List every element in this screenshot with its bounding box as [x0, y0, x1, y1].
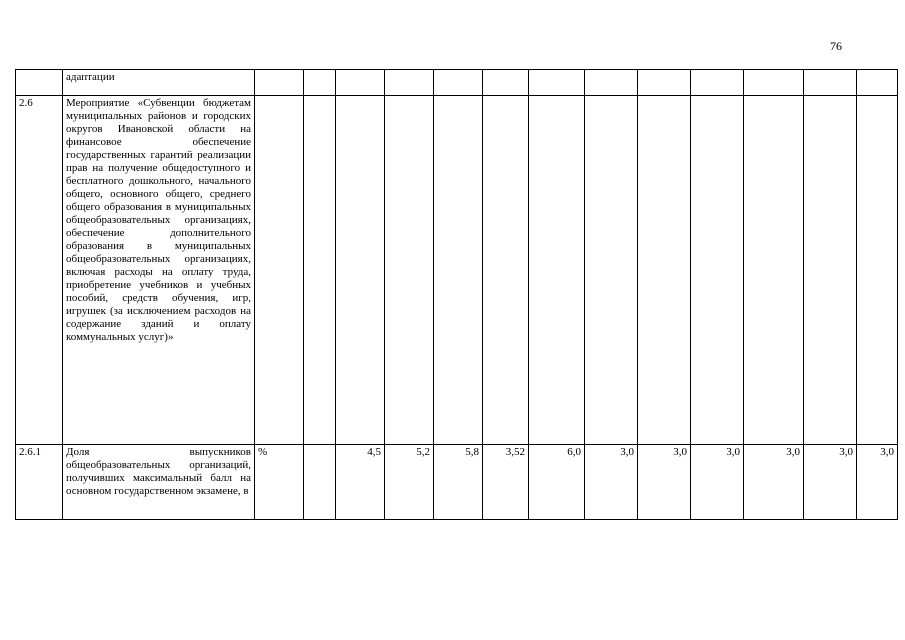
value-cell: [336, 96, 385, 445]
value-cell: [744, 96, 804, 445]
value-cell: [638, 96, 691, 445]
value-cell: [804, 96, 857, 445]
value-cell: 4,5: [336, 445, 385, 520]
table-row: [16, 96, 898, 445]
value-cell: [385, 70, 434, 96]
value-cell: [585, 70, 638, 96]
row-code: 2.6: [16, 96, 63, 445]
row-code: [16, 70, 63, 96]
value-cell: [336, 70, 385, 96]
value-cell: 3,0: [585, 445, 638, 520]
value-cell: [385, 96, 434, 445]
page-number: 76: [830, 39, 842, 53]
value-cell: 3,0: [638, 445, 691, 520]
value-cell: [529, 70, 585, 96]
value-cell: 5,2: [385, 445, 434, 520]
row-description: Доля выпускников общеобразовательных организаций, получивших максимальный балл на основном государственном экзамене, в: [63, 445, 255, 520]
value-cell: [857, 70, 898, 96]
value-cell: 3,0: [804, 445, 857, 520]
row-code: 2.6.1: [16, 445, 63, 520]
value-cell: [483, 70, 529, 96]
value-cell: [638, 70, 691, 96]
value-cell: 3,0: [744, 445, 804, 520]
table-row: [16, 70, 898, 96]
value-cell: [434, 96, 483, 445]
table-row: [16, 445, 898, 520]
value-cell: [857, 96, 898, 445]
row-unit: %: [255, 445, 304, 520]
value-cell: [434, 70, 483, 96]
value-cell: [691, 70, 744, 96]
value-cell: [483, 96, 529, 445]
value-cell: 3,0: [691, 445, 744, 520]
value-cell: 6,0: [529, 445, 585, 520]
value-cell: [585, 96, 638, 445]
value-cell: [304, 445, 336, 520]
value-cell: [744, 70, 804, 96]
value-cell: 5,8: [434, 445, 483, 520]
row-description: адаптации: [63, 70, 255, 96]
value-cell: [529, 96, 585, 445]
row-description: Мероприятие «Субвенции бюджетам муниципальных районов и городских округов Ивановской области на финансовое обеспечение государственных гарантий реализации прав на получение общедоступного и бесплатного дошкольного, начального общего, основного общего, среднего общего образования в муниципальных общеобразовательных организациях, обеспечение дополнительного образования в муниципальных общеобразовательных организациях, включая расходы на оплату труда, приобретение учебников и учебных пособий, средств обучения, игр, игрушек (за исключением расходов на содержание зданий и оплату коммунальных услуг)»: [63, 96, 255, 445]
value-cell: [304, 96, 336, 445]
value-cell: [691, 96, 744, 445]
row-unit: [255, 70, 304, 96]
value-cell: [804, 70, 857, 96]
row-unit: [255, 96, 304, 445]
value-cell: 3,52: [483, 445, 529, 520]
value-cell: 3,0: [857, 445, 898, 520]
value-cell: [304, 70, 336, 96]
indicator-table: [15, 69, 898, 520]
